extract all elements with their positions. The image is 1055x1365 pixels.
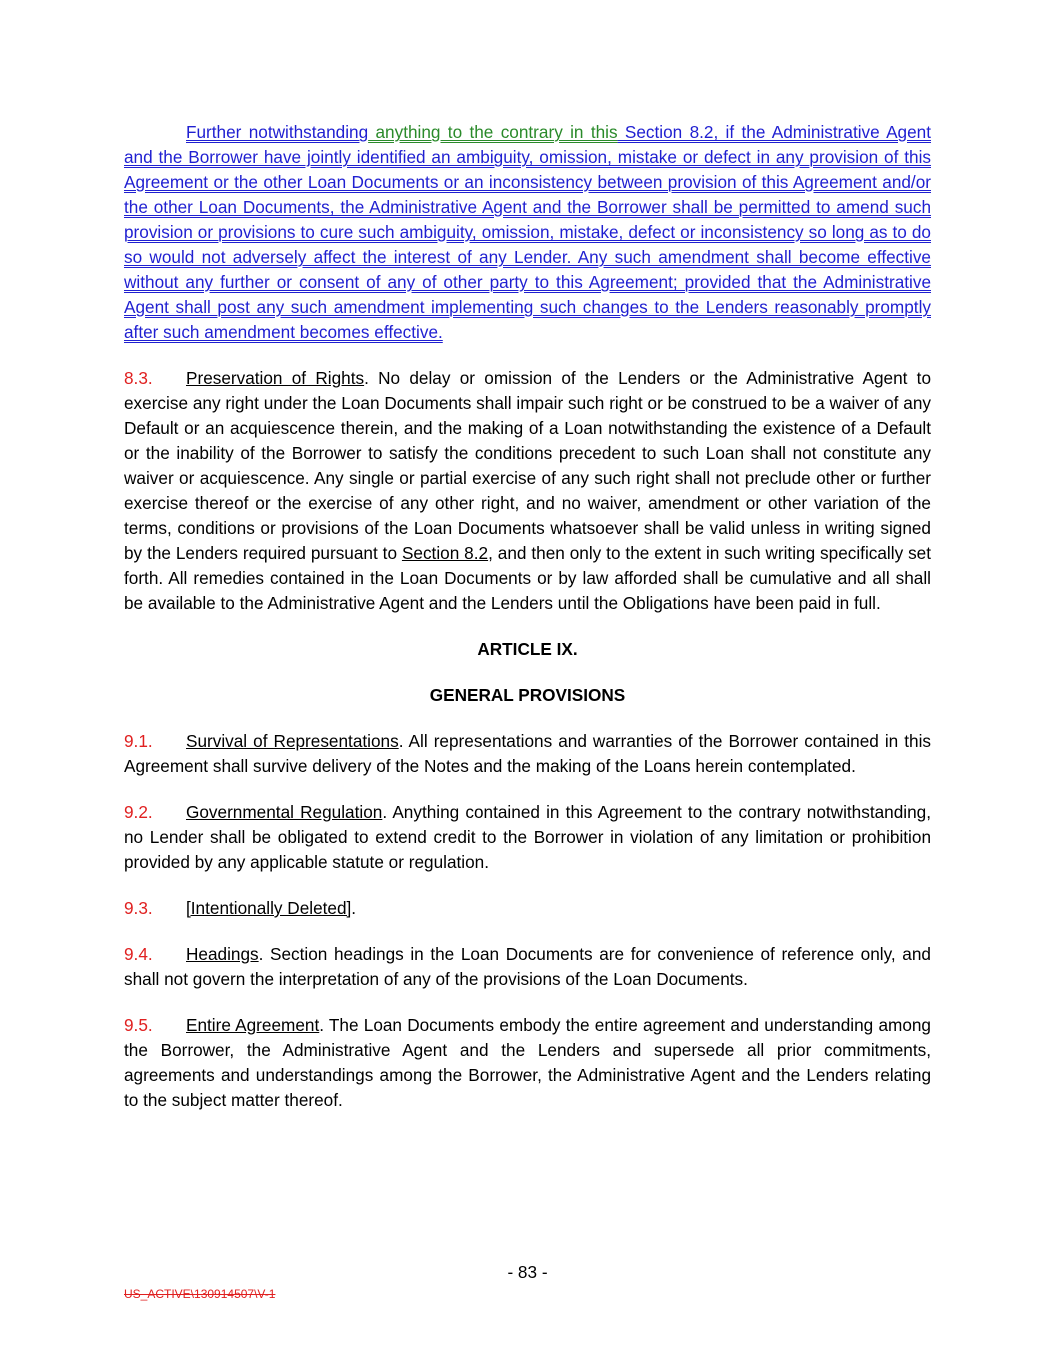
inserted-text: Section 8.2, if the Administrative Agent and the Borrower have jointly identified an ambiguity, omission, mistake or defect in any provision of this Agreement or the other Loan Documents or an inconsistency between provision of this Agreement and/or the other Loan Documents, the Administrative Agent and the Borrower shall be permitted to amend such provision or provisions to cure such ambiguity, omission, mistake, defect or inconsistency so long as to do so would not adversely affect the interest of any Lender. Any such amendment shall become effective without any further or consent of any of other party to this Agreement; provided that the Administrative Agent shall post any such amendment implementing such changes to the Lenders reasonably promptly after such amendment becomes effective. [124, 122, 931, 342]
section-body: . All representations and warranties of the Borrower contained in this Agreement shall survive delivery of the Notes and the making of the Loans herein contemplated. [124, 731, 931, 776]
section-title: Survival of Representations [186, 731, 399, 751]
article-number: ARTICLE IX. [477, 639, 578, 659]
section-body: . The Loan Documents embody the entire agreement and understanding among the Borrower, the Administrative Agent and the Lenders and supersede all prior commitments, agreements and understandings among the Borrower, the Administrative Agent and the Lenders relating to the subject matter thereof. [124, 1015, 931, 1110]
section-number: 9.2. [124, 802, 153, 822]
section-number: 9.4. [124, 944, 153, 964]
inserted-text: Further notwithstanding [186, 122, 369, 142]
document-id: US_ACTIVE\130914507\V-1 [124, 1287, 276, 1301]
section-body: . Anything contained in this Agreement to the contrary notwithstanding, no Lender shall be obligated to extend credit to the Borrower in violation of any limitation or prohibition provided by any applicable statute or regulation. [124, 802, 931, 872]
section-reference: Section 8.2 [401, 543, 489, 563]
section-9-1 [124, 729, 931, 779]
section-title: Preservation of Rights [186, 368, 365, 388]
section-title: [Intentionally Deleted] [186, 898, 352, 918]
section-body: . [351, 898, 357, 918]
section-9-4 [124, 942, 931, 992]
section-8-3 [124, 366, 931, 616]
moved-text: anything to the contrary in this [368, 122, 618, 142]
section-9-2 [124, 800, 931, 875]
section-9-5 [124, 1013, 931, 1113]
section-title: Headings [186, 944, 259, 964]
paragraph-amendment-cure [124, 120, 931, 345]
section-number: 9.3. [124, 898, 153, 918]
section-body: . Section headings in the Loan Documents are for convenience of reference only, and shall not govern the interpretation of any of the provisions of the Loan Documents. [124, 944, 931, 989]
section-title: Governmental Regulation [186, 802, 383, 822]
section-title: Entire Agreement [186, 1015, 320, 1035]
section-number: 9.5. [124, 1015, 153, 1035]
article-title: GENERAL PROVISIONS [429, 685, 626, 705]
section-body: . No delay or omission of the Lenders or the Administrative Agent to exercise any right under the Loan Documents shall impair such right or be construed to be a waiver of any Default or an acquiescence therein, and the making of a Loan notwithstanding the existence of a Default or the inability of the Borrower to satisfy the conditions precedent to such Loan shall not constitute any waiver or acquiescence. Any single or partial exercise of any such right shall not preclude other or further exercise thereof or the exercise of any other right, and no waiver, amendment or other variation of the terms, conditions or provisions of the Loan Documents whatsoever shall be valid unless in writing signed by the Lenders required pursuant to [124, 368, 931, 563]
section-number: 8.3. [124, 368, 153, 388]
section-number: 9.1. [124, 731, 153, 751]
section-9-3 [124, 896, 931, 921]
page-number: - 83 - [507, 1262, 548, 1282]
section-body: , and then only to the extent in such writing specifically set forth. All remedies contained in the Loan Documents or by law afforded shall be cumulative and all shall be available to the Administrative Agent and the Lenders until the Obligations have been paid in full. [124, 543, 932, 613]
document-page [124, 120, 931, 1134]
